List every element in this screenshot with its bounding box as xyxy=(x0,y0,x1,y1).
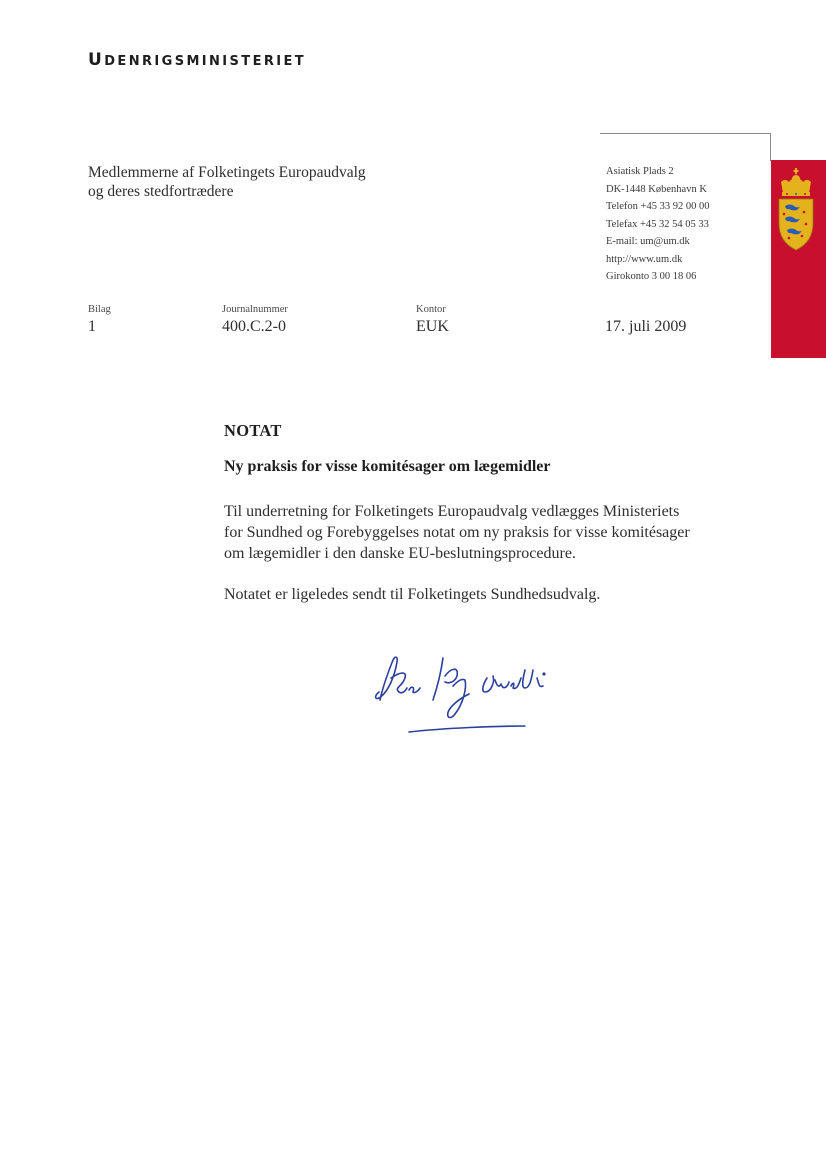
document-body xyxy=(224,501,754,625)
body-paragraph: Til underretning for Folketingets Europaudvalg vedlægges Ministeriets for Sundhed og Forebyggelses notat om ny praksis for visse komitésager om lægemidler i den danske EU-beslutningsprocedure. xyxy=(224,503,690,562)
bilag-value: 1 xyxy=(88,318,96,335)
sender-address: Asiatisk Plads 2 xyxy=(606,166,674,177)
journal-value: 400.C.2-0 xyxy=(222,318,286,335)
recipient-line: Medlemmerne af Folketingets Europaudvalg xyxy=(88,164,366,181)
sender-giro: Girokonto 3 00 18 06 xyxy=(606,271,697,282)
recipient-block xyxy=(88,163,366,201)
recipient-line: og deres stedfortrædere xyxy=(88,183,234,200)
sender-block xyxy=(606,163,709,286)
document-heading: NOTAT xyxy=(224,421,282,440)
signature-image xyxy=(365,648,585,738)
sender-city: DK-1448 København K xyxy=(606,183,707,195)
sender-web[interactable]: http://www.um.dk xyxy=(606,253,683,265)
bilag-label: Bilag xyxy=(88,304,111,315)
body-paragraph: Notatet er ligeledes sendt til Folketingets Sundhedsudvalg. xyxy=(224,586,601,603)
document-date: 17. juli 2009 xyxy=(605,318,687,335)
ministry-name: UDENRIGSMINISTERIET xyxy=(88,50,307,70)
sender-email[interactable]: E-mail: um@um.dk xyxy=(606,236,690,247)
sender-rule xyxy=(600,133,770,134)
sender-rule-side xyxy=(770,133,771,161)
coat-of-arms-icon xyxy=(775,168,817,268)
document-subject: Ny praksis for visse komitésager om lægemidler xyxy=(224,458,551,475)
kontor-value: EUK xyxy=(416,318,449,335)
journal-label: Journalnummer xyxy=(222,304,288,315)
sender-phone: Telefon +45 33 92 00 00 xyxy=(606,201,710,212)
kontor-label: Kontor xyxy=(416,304,446,315)
sender-fax: Telefax +45 32 54 05 33 xyxy=(606,218,709,230)
